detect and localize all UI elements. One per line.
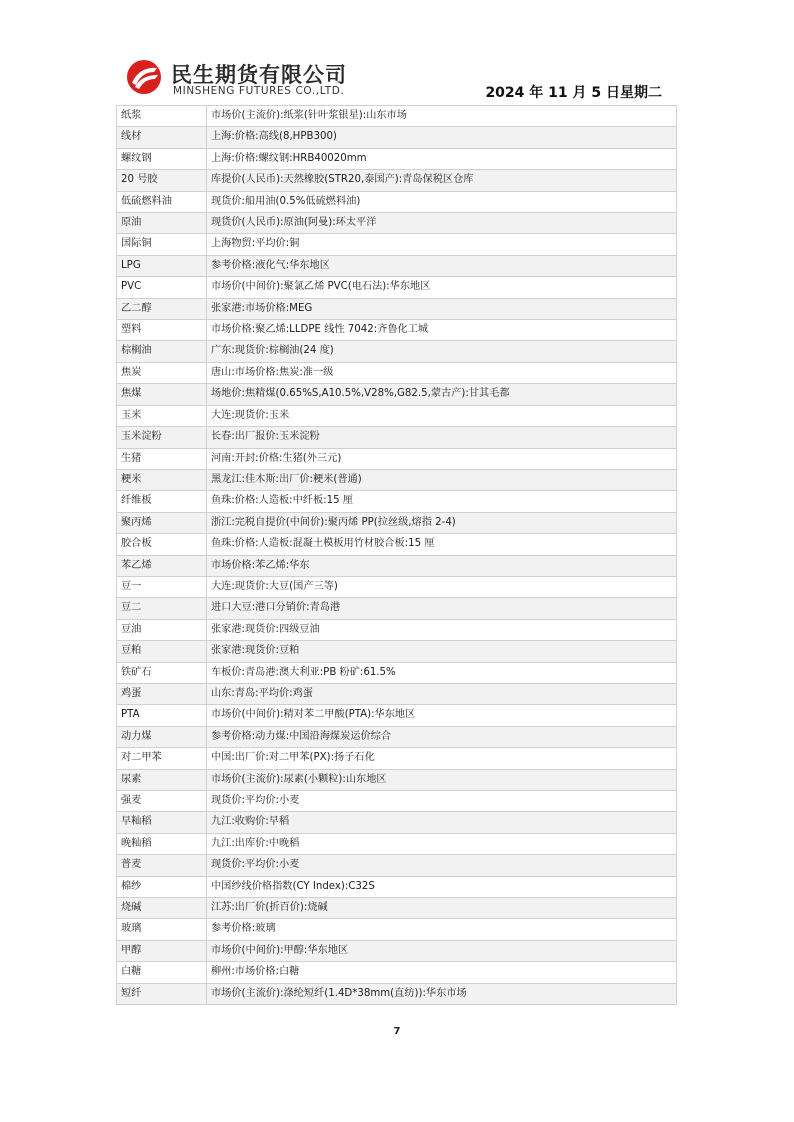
commodity-name-cell: 焦煤	[117, 384, 207, 405]
table-row	[117, 298, 677, 319]
commodity-name-cell: 对二甲苯	[117, 748, 207, 769]
commodity-name-cell: 棕榈油	[117, 341, 207, 362]
commodity-name-cell: 豆粕	[117, 641, 207, 662]
commodity-name-cell: 鸡蛋	[117, 683, 207, 704]
commodity-name-cell: 螺纹钢	[117, 148, 207, 169]
price-source-cell: 大连:现货价:玉米	[207, 405, 677, 426]
table-row	[117, 683, 677, 704]
table-row	[117, 619, 677, 640]
table-row	[117, 576, 677, 597]
price-source-cell: 市场价(主流价):纸浆(针叶浆银星):山东市场	[207, 106, 677, 127]
table-row	[117, 170, 677, 191]
company-name-en: MINSHENG FUTURES CO.,LTD.	[173, 85, 345, 97]
table-row	[117, 705, 677, 726]
table-row	[117, 748, 677, 769]
table-row	[117, 812, 677, 833]
table-row	[117, 469, 677, 490]
commodity-name-cell: 粳米	[117, 469, 207, 490]
commodity-name-cell: 胶合板	[117, 534, 207, 555]
commodity-name-cell: 玻璃	[117, 919, 207, 940]
table-row	[117, 320, 677, 341]
commodity-name-cell: 纤维板	[117, 491, 207, 512]
table-row	[117, 512, 677, 533]
table-row	[117, 106, 677, 127]
table-row	[117, 983, 677, 1004]
price-source-cell: 市场价(主流价):尿素(小颗粒):山东地区	[207, 769, 677, 790]
commodity-name-cell: 白糖	[117, 962, 207, 983]
commodity-name-cell: LPG	[117, 255, 207, 276]
table-body	[117, 106, 677, 1005]
table-row	[117, 405, 677, 426]
report-date: 2024 年 11 月 5 日星期二	[485, 85, 662, 101]
table-row	[117, 962, 677, 983]
price-source-cell: 广东:现货价:棕榈油(24 度)	[207, 341, 677, 362]
price-source-cell: 库提价(人民币):天然橡胶(STR20,泰国产):青岛保税区仓库	[207, 170, 677, 191]
price-source-cell: 上海:价格:高线(8,HPB300)	[207, 127, 677, 148]
price-source-cell: 江苏:出厂价(折百价):烧碱	[207, 898, 677, 919]
table-row	[117, 855, 677, 876]
table-row	[117, 598, 677, 619]
commodity-name-cell: 棉纱	[117, 876, 207, 897]
commodity-name-cell: 线材	[117, 127, 207, 148]
table-row	[117, 919, 677, 940]
price-source-cell: 场地价:焦精煤(0.65%S,A10.5%,V28%,G82.5,蒙古产):甘其毛都	[207, 384, 677, 405]
price-source-cell: 参考价格:玻璃	[207, 919, 677, 940]
price-source-cell: 浙江:完税自提价(中间价):聚丙烯 PP(拉丝级,熔指 2-4)	[207, 512, 677, 533]
commodity-name-cell: 晚籼稻	[117, 833, 207, 854]
price-source-cell: 中国纱线价格指数(CY Index):C32S	[207, 876, 677, 897]
commodity-name-cell: 豆一	[117, 576, 207, 597]
table-row	[117, 213, 677, 234]
table-row	[117, 641, 677, 662]
price-source-cell: 大连:现货价:大豆(国产三等)	[207, 576, 677, 597]
table-row	[117, 726, 677, 747]
price-source-cell: 市场价(中间价):聚氯乙烯 PVC(电石法):华东地区	[207, 277, 677, 298]
commodity-name-cell: 玉米	[117, 405, 207, 426]
commodity-name-cell: 甲醇	[117, 940, 207, 961]
price-source-cell: 山东:青岛:平均价:鸡蛋	[207, 683, 677, 704]
commodity-name-cell: 普麦	[117, 855, 207, 876]
commodity-name-cell: 20 号胶	[117, 170, 207, 191]
table-row	[117, 234, 677, 255]
commodity-name-cell: 焦炭	[117, 362, 207, 383]
table-row	[117, 427, 677, 448]
table-row	[117, 940, 677, 961]
price-source-cell: 鱼珠:价格:人造板:混凝土模板用竹材胶合板:15 厘	[207, 534, 677, 555]
price-source-cell: 长春:出厂报价:玉米淀粉	[207, 427, 677, 448]
price-source-cell: 张家港:市场价格:MEG	[207, 298, 677, 319]
table-row	[117, 662, 677, 683]
price-source-cell: 市场价(中间价):甲醇:华东地区	[207, 940, 677, 961]
table-row	[117, 127, 677, 148]
commodity-name-cell: 生猪	[117, 448, 207, 469]
page-number: 7	[393, 1026, 401, 1037]
price-source-cell: 上海物贸:平均价:铜	[207, 234, 677, 255]
commodity-name-cell: 玉米淀粉	[117, 427, 207, 448]
price-source-cell: 九江:收购价:早稻	[207, 812, 677, 833]
price-source-cell: 现货价(人民币):原油(阿曼):环太平洋	[207, 213, 677, 234]
price-source-cell: 张家港:现货价:四级豆油	[207, 619, 677, 640]
price-source-cell: 唐山:市场价格:焦炭:准一级	[207, 362, 677, 383]
table-row	[117, 491, 677, 512]
commodity-name-cell: 低硫燃料油	[117, 191, 207, 212]
company-name-cn: 民生期货有限公司	[171, 63, 347, 87]
commodity-name-cell: 烧碱	[117, 898, 207, 919]
table-row	[117, 362, 677, 383]
commodity-name-cell: 纸浆	[117, 106, 207, 127]
commodity-name-cell: PVC	[117, 277, 207, 298]
price-source-cell: 中国:出厂价:对二甲苯(PX):扬子石化	[207, 748, 677, 769]
table-row	[117, 769, 677, 790]
commodity-name-cell: 乙二醇	[117, 298, 207, 319]
table-row	[117, 277, 677, 298]
table-row	[117, 148, 677, 169]
price-source-cell: 上海:价格:螺纹钢:HRB40020mm	[207, 148, 677, 169]
minsheng-logo-icon	[125, 58, 163, 96]
table-row	[117, 534, 677, 555]
table-row	[117, 833, 677, 854]
commodity-name-cell: 铁矿石	[117, 662, 207, 683]
table-row	[117, 384, 677, 405]
price-source-cell: 市场价格:聚乙烯:LLDPE 线性 7042:齐鲁化工城	[207, 320, 677, 341]
commodity-name-cell: 强麦	[117, 791, 207, 812]
company-logo	[125, 56, 365, 102]
commodity-name-cell: 动力煤	[117, 726, 207, 747]
price-source-cell: 河南:开封:价格:生猪(外三元)	[207, 448, 677, 469]
price-source-cell: 市场价格:苯乙烯:华东	[207, 555, 677, 576]
table-row	[117, 555, 677, 576]
price-source-cell: 现货价:船用油(0.5%低硫燃料油)	[207, 191, 677, 212]
table-row	[117, 255, 677, 276]
price-source-cell: 市场价(主流价):涤纶短纤(1.4D*38mm(直纺)):华东市场	[207, 983, 677, 1004]
price-source-cell: 九江:出库价:中晚稻	[207, 833, 677, 854]
page-header	[118, 50, 676, 104]
commodity-name-cell: 塑料	[117, 320, 207, 341]
price-source-cell: 车板价:青岛港:澳大利亚:PB 粉矿:61.5%	[207, 662, 677, 683]
commodity-name-cell: 短纤	[117, 983, 207, 1004]
price-source-cell: 进口大豆:港口分销价:青岛港	[207, 598, 677, 619]
commodity-name-cell: 苯乙烯	[117, 555, 207, 576]
commodity-name-cell: 豆二	[117, 598, 207, 619]
price-source-cell: 现货价:平均价:小麦	[207, 855, 677, 876]
table-row	[117, 191, 677, 212]
commodity-name-cell: 尿素	[117, 769, 207, 790]
price-source-cell: 柳州:市场价格:白糖	[207, 962, 677, 983]
price-source-cell: 现货价:平均价:小麦	[207, 791, 677, 812]
commodity-name-cell: 聚丙烯	[117, 512, 207, 533]
price-source-cell: 参考价格:动力煤:中国沿海煤炭运价综合	[207, 726, 677, 747]
commodity-name-cell: 豆油	[117, 619, 207, 640]
table-row	[117, 898, 677, 919]
price-source-cell: 鱼珠:价格:人造板:中纤板:15 厘	[207, 491, 677, 512]
commodity-name-cell: PTA	[117, 705, 207, 726]
table-row	[117, 448, 677, 469]
price-source-cell: 黑龙江:佳木斯:出厂价:粳米(普通)	[207, 469, 677, 490]
price-source-cell: 参考价格:液化气:华东地区	[207, 255, 677, 276]
commodity-price-source-table	[116, 105, 677, 1005]
price-source-cell: 张家港:现货价:豆粕	[207, 641, 677, 662]
commodity-name-cell: 原油	[117, 213, 207, 234]
commodity-name-cell: 国际铜	[117, 234, 207, 255]
price-source-cell: 市场价(中间价):精对苯二甲酸(PTA):华东地区	[207, 705, 677, 726]
table-row	[117, 876, 677, 897]
table-row	[117, 791, 677, 812]
table-row	[117, 341, 677, 362]
commodity-name-cell: 早籼稻	[117, 812, 207, 833]
